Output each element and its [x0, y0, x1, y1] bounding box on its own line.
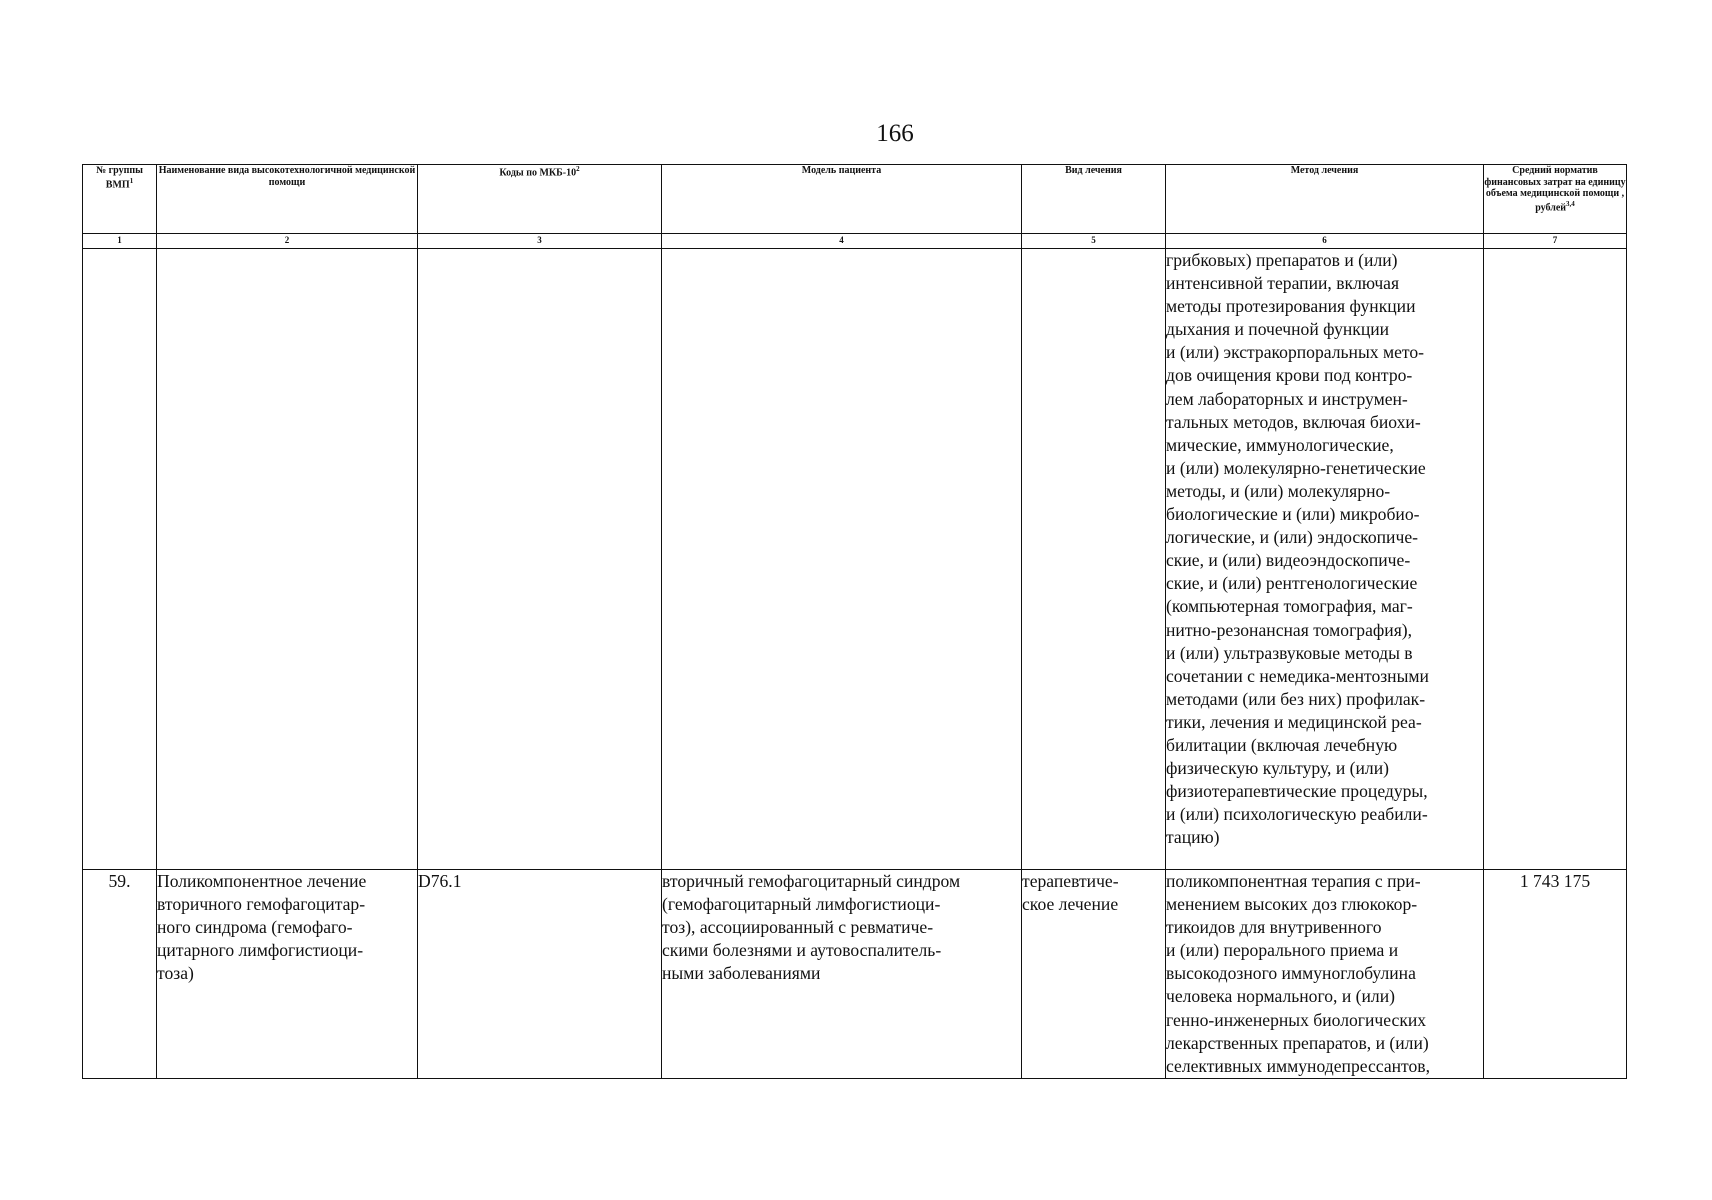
cell-empty: [662, 249, 1022, 870]
column-number: 6: [1166, 234, 1484, 249]
header-treatment-method: Метод лечения: [1166, 165, 1484, 234]
header-care-type-name: Наименование вида высокотехнологичной медицинской помощи: [157, 165, 418, 234]
cell-empty: [83, 249, 157, 870]
column-number: 1: [83, 234, 157, 249]
column-number: 5: [1022, 234, 1166, 249]
cell-group-number: 59.: [83, 870, 157, 1079]
cell-empty: [157, 249, 418, 870]
cell-icd-code: D76.1: [418, 870, 662, 1079]
cell-method-continuation: грибковых) препаратов и (или) интенсивной терапии, включая методы протезирования функции дыхания и почечной функции и (или) экстракорпоральных мето- дов очищения крови под контро- лем лабораторных и инструмен- тальных методов, включая биохи- мические, иммунологические, и (или) молекулярно-генетические методы, и (или) молекулярно- биологические и (или) микробио- логические, и (или) эндоскопиче- ские, и (или) видеоэндоскопиче- ские, и (или) рентгенологические (компьютерная томография, маг- нитно-резонансная томография), и (или) ультразвуковые методы в сочетании с немедика-ментозными методами (или без них) профилак- тики, лечения и медицинской реа- билитации (включая лечебную физическую культуру, и (или) физиотерапевтические процедуры, и (или) психологическую реабили- тацию): [1166, 249, 1484, 870]
medical-care-table: [82, 164, 1627, 1079]
cell-treatment-type: терапевтиче- ское лечение: [1022, 870, 1166, 1079]
table-row-continuation: [83, 249, 1627, 870]
cell-empty: [418, 249, 662, 870]
cell-average-cost: 1 743 175: [1484, 870, 1627, 1079]
column-number: 4: [662, 234, 1022, 249]
table-row-59: [83, 870, 1627, 1079]
page-number: 166: [876, 120, 914, 147]
cell-empty: [1484, 249, 1627, 870]
header-treatment-type: Вид лечения: [1022, 165, 1166, 234]
cell-patient-model: вторичный гемофагоцитарный синдром (гемофагоцитарный лимфогистиоци- тоз), ассоциированный с ревматиче- скими болезнями и аутовоспалитель- ными заболеваниями: [662, 870, 1022, 1079]
cell-care-type-name: Поликомпонентное лечение вторичного гемофагоцитар- ного синдрома (гемофаго- цитарного лимфогистиоци- тоза): [157, 870, 418, 1079]
column-number: 3: [418, 234, 662, 249]
header-group-number: № группы ВМП$^1$: [83, 165, 157, 234]
cell-treatment-method: поликомпонентная терапия с при- менением высоких доз глюкокор- тикоидов для внутривенного и (или) перорального приема и высокодозного иммуноглобулина человека нормального, и (или) генно-инженерных биологических лекарственных препаратов, и (или) селективных иммунодепрессантов,: [1166, 870, 1484, 1079]
table-header-row: [83, 165, 1627, 234]
header-icd-codes: Коды по МКБ-$10^2$: [418, 165, 662, 234]
header-patient-model: Модель пациента: [662, 165, 1022, 234]
cell-empty: [1022, 249, 1166, 870]
column-number: 2: [157, 234, 418, 249]
header-average-cost: Средний норматив финансовых затрат на единицу объема медицинской помощи , рублей$^{3,4}$: [1484, 165, 1627, 234]
column-number-row: [83, 234, 1627, 249]
column-number: 7: [1484, 234, 1627, 249]
